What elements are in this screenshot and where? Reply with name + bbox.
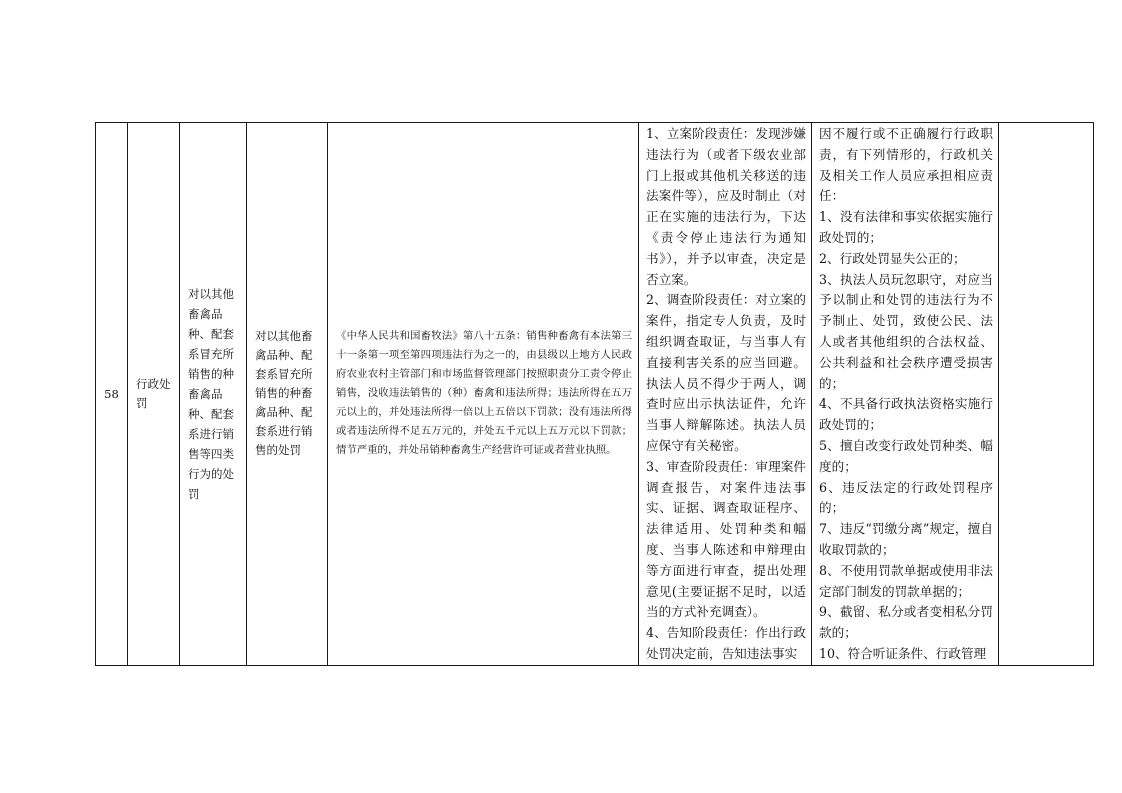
accountability-item: 10、符合听证条件、行政管理 [819, 645, 987, 661]
responsibility-text [639, 123, 811, 665]
duty-item: 2、调查阶段责任：对立案的案件，指定专人负责，及时组织调查取证，与当事人有直接利害关系的应当回避。执法人员不得少于两人，调查时应出示执法证件，允许当事人辩解陈述。执法人员应保守有关秘密。 [646, 292, 806, 453]
duty-item: 1、立案阶段责任：发现涉嫌违法行为（或者下级农业部门上报或其他机关移送的违法案件等），应及时制止（对正在实施的违法行为，下达《责令停止违法行为通知书》），并予以审查，决定是否立案。 [646, 126, 806, 287]
accountability-item: 8、不使用罚款单据或使用非法定部门制发的罚款单据的； [819, 562, 993, 599]
accountability-item: 9、截留、私分或者变相私分罚款的； [819, 604, 993, 641]
power-list-table [95, 122, 1094, 666]
duty-item: 3、审查阶段责任：审理案件调查报告，对案件违法事实、证据、调查取证程序、法律适用、处罚种类和幅度、当事人陈述和申辩理由等方面进行审查，提出处理意见(主要证据不足时，以适当的方式补充调查）。 [646, 458, 806, 620]
accountability-item: 5、擅自改变行政处罚种类、幅度的； [819, 437, 993, 474]
note-cell [999, 123, 1094, 666]
item-name: 对以其他畜禽品种、配套系冒充所销售的种畜禽品种、配套系进行销售等四类行为的处罚 [188, 286, 234, 501]
accountability-item: 3、执法人员玩忽职守，对应当予以制止和处罚的违法行为不予制止、处罚，致使公民、法人或者其他组织的合法权益、公共利益和社会秩序遭受损害的； [819, 271, 993, 391]
accountability-item: 2、行政处罚显失公正的； [819, 250, 966, 266]
accountability-text [812, 123, 998, 665]
legal-basis-text: 《中华人民共和国畜牧法》第八十五条：销售种畜禽有本法第三十一条第一项至第四项违法行为之一的，由县级以上地方人民政府农业农村主管部门和市场监督管理部门按照职责分工责令停止销售，没收违法销售的（种）畜禽和违法所得；违法所得在五万元以上的，并处违法所得一倍以上五倍以下罚款；没有违法所得或者违法所得不足五万元的，并处五千元以上五万元以下罚款；情节严重的，并处吊销种畜禽生产经营许可证或者营业执照。 [336, 330, 632, 457]
power-type: 行政处罚 [136, 376, 171, 410]
legal-basis-cell [328, 123, 639, 666]
sub-item-cell [247, 123, 328, 666]
row-number: 58 [104, 386, 119, 401]
duty-item: 4、告知阶段责任：作出行政处罚决定前，告知违法事实 [646, 625, 806, 661]
power-type-cell [128, 123, 180, 666]
accountability-item: 4、不具备行政执法资格实施行政处罚的； [819, 396, 993, 433]
row-number-cell [96, 123, 128, 666]
accountability-item: 6、违反法定的行政处罚程序的； [819, 479, 993, 516]
sub-item-name: 对以其他畜禽品种、配套系冒充所销售的种畜禽品种、配套系进行销售的处罚 [255, 329, 313, 458]
table-row [96, 123, 1094, 666]
accountability-cell [812, 123, 999, 666]
responsibility-cell [639, 123, 812, 666]
accountability-item: 因不履行或不正确履行行政职责，有下列情形的，行政机关及相关工作人员应承担相应责任： [819, 126, 993, 204]
item-name-cell [180, 123, 247, 666]
accountability-item: 1、没有法律和事实依据实施行政处罚的； [819, 209, 993, 245]
accountability-item: 7、违反“罚缴分离”规定，擅自收取罚款的； [819, 521, 993, 557]
